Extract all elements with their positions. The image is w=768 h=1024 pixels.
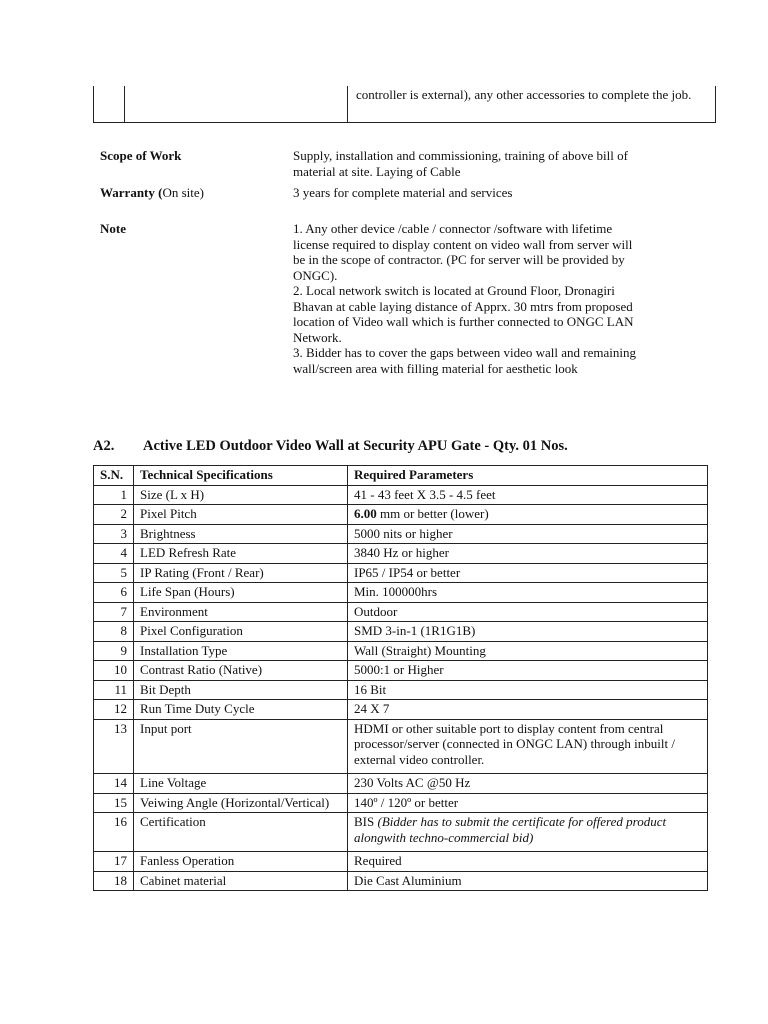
row-param	[348, 505, 708, 525]
row-param: 3840 Hz or higher	[348, 544, 708, 564]
row-param: 5000 nits or higher	[348, 524, 708, 544]
row-param: Required	[348, 852, 708, 872]
row-param: 140º / 120º or better	[348, 793, 708, 813]
column-divider	[347, 86, 348, 122]
row-param: 41 - 43 feet X 3.5 - 4.5 feet	[348, 485, 708, 505]
note-line: license required to display content on video wall from server will	[293, 236, 633, 252]
note-line: Bhavan at cable laying distance of Apprx. 30 mtrs from proposed	[293, 298, 633, 314]
row-sn: 8	[94, 622, 134, 642]
table-row	[94, 602, 708, 622]
row-sn: 11	[94, 680, 134, 700]
row-sn: 18	[94, 871, 134, 891]
note-line: be in the scope of contractor. (PC for server will be provided by	[293, 252, 625, 267]
row-sn: 12	[94, 700, 134, 720]
table-row	[94, 813, 708, 852]
row-spec: Run Time Duty Cycle	[134, 700, 348, 720]
param-text: BIS	[354, 814, 378, 829]
row-sn: 17	[94, 852, 134, 872]
table-row	[94, 852, 708, 872]
row-sn: 3	[94, 524, 134, 544]
header-sn: S.N.	[94, 466, 134, 486]
table-row	[94, 544, 708, 564]
row-spec: Brightness	[134, 524, 348, 544]
table-row	[94, 485, 708, 505]
row-param: Min. 100000hrs	[348, 583, 708, 603]
table-row	[94, 583, 708, 603]
table-row	[94, 700, 708, 720]
table-row	[94, 719, 708, 774]
row-sn: 15	[94, 793, 134, 813]
row-spec: Pixel Configuration	[134, 622, 348, 642]
row-param: 5000:1 or Higher	[348, 661, 708, 681]
row-param: Die Cast Aluminium	[348, 871, 708, 891]
table-row	[94, 871, 708, 891]
row-spec: Environment	[134, 602, 348, 622]
row-spec: Pixel Pitch	[134, 505, 348, 525]
row-spec: Veiwing Angle (Horizontal/Vertical)	[134, 793, 348, 813]
table-row	[94, 505, 708, 525]
row-param	[348, 813, 708, 852]
row-param: HDMI or other suitable port to display content from central processor/server (connected in ONGC LAN) through inbuilt / external video controller.	[348, 719, 708, 774]
table-row	[94, 622, 708, 642]
note-label: Note	[100, 221, 126, 236]
row-sn: 5	[94, 563, 134, 583]
row-spec: Bit Depth	[134, 680, 348, 700]
row-sn: 14	[94, 774, 134, 794]
spec-table	[93, 465, 708, 891]
table-row	[94, 774, 708, 794]
row-param: Outdoor	[348, 602, 708, 622]
warranty-text: 3 years for complete material and services	[293, 185, 513, 200]
row-spec: Cabinet material	[134, 871, 348, 891]
table-row	[94, 641, 708, 661]
row-param: Wall (Straight) Mounting	[348, 641, 708, 661]
note-line: Network.	[293, 329, 342, 345]
row-sn: 6	[94, 583, 134, 603]
note-text	[293, 221, 713, 376]
row-spec: IP Rating (Front / Rear)	[134, 563, 348, 583]
note-line: wall/screen area with filling material for aesthetic look	[293, 360, 578, 376]
param-italic-note: (Bidder has to submit the certificate for offered product alongwith techno-commercial bid)	[354, 814, 667, 845]
row-sn: 16	[94, 813, 134, 852]
header-param: Required Parameters	[348, 466, 708, 486]
row-sn: 13	[94, 719, 134, 774]
table-row	[94, 793, 708, 813]
section-number: A2.	[93, 438, 115, 454]
row-sn: 2	[94, 505, 134, 525]
row-param: SMD 3-in-1 (1R1G1B)	[348, 622, 708, 642]
note-line: location of Video wall which is further connected to ONGC LAN	[293, 314, 634, 329]
previous-table-fragment	[93, 86, 716, 123]
row-sn: 4	[94, 544, 134, 564]
row-spec: Installation Type	[134, 641, 348, 661]
note-line: 3. Bidder has to cover the gaps between video wall and remaining	[293, 345, 636, 360]
row-spec: LED Refresh Rate	[134, 544, 348, 564]
table-header-row	[94, 466, 708, 486]
row-param: IP65 / IP54 or better	[348, 563, 708, 583]
row-sn: 1	[94, 485, 134, 505]
row-spec: Line Voltage	[134, 774, 348, 794]
table-row	[94, 680, 708, 700]
note-line: ONGC).	[293, 267, 338, 283]
row-sn: 10	[94, 661, 134, 681]
fragment-text: controller is external), any other accessories to complete the job.	[356, 87, 692, 102]
scope-label: Scope of Work	[100, 148, 182, 163]
row-spec: Contrast Ratio (Native)	[134, 661, 348, 681]
row-spec: Fanless Operation	[134, 852, 348, 872]
row-spec: Input port	[134, 719, 348, 774]
table-row	[94, 563, 708, 583]
row-param: 230 Volts AC @50 Hz	[348, 774, 708, 794]
header-spec: Technical Specifications	[134, 466, 348, 486]
note-line: 2. Local network switch is located at Ground Floor, Dronagiri	[293, 283, 615, 298]
row-spec: Life Span (Hours)	[134, 583, 348, 603]
param-bold: 6.00	[354, 506, 377, 521]
warranty-label: Warranty (On site)	[100, 185, 204, 200]
column-divider	[124, 86, 125, 122]
row-spec: Size (L x H)	[134, 485, 348, 505]
row-param: 24 X 7	[348, 700, 708, 720]
row-param: 16 Bit	[348, 680, 708, 700]
table-row	[94, 661, 708, 681]
row-sn: 7	[94, 602, 134, 622]
scope-text: Supply, installation and commissioning, training of above bill of material at site. Laying of Cable	[293, 148, 628, 179]
section-title: Active LED Outdoor Video Wall at Security APU Gate - Qty. 01 Nos.	[143, 438, 568, 454]
row-spec: Certification	[134, 813, 348, 852]
table-row	[94, 524, 708, 544]
note-line: 1. Any other device /cable / connector /software with lifetime	[293, 221, 613, 236]
param-text: mm or better (lower)	[376, 506, 489, 521]
row-sn: 9	[94, 641, 134, 661]
